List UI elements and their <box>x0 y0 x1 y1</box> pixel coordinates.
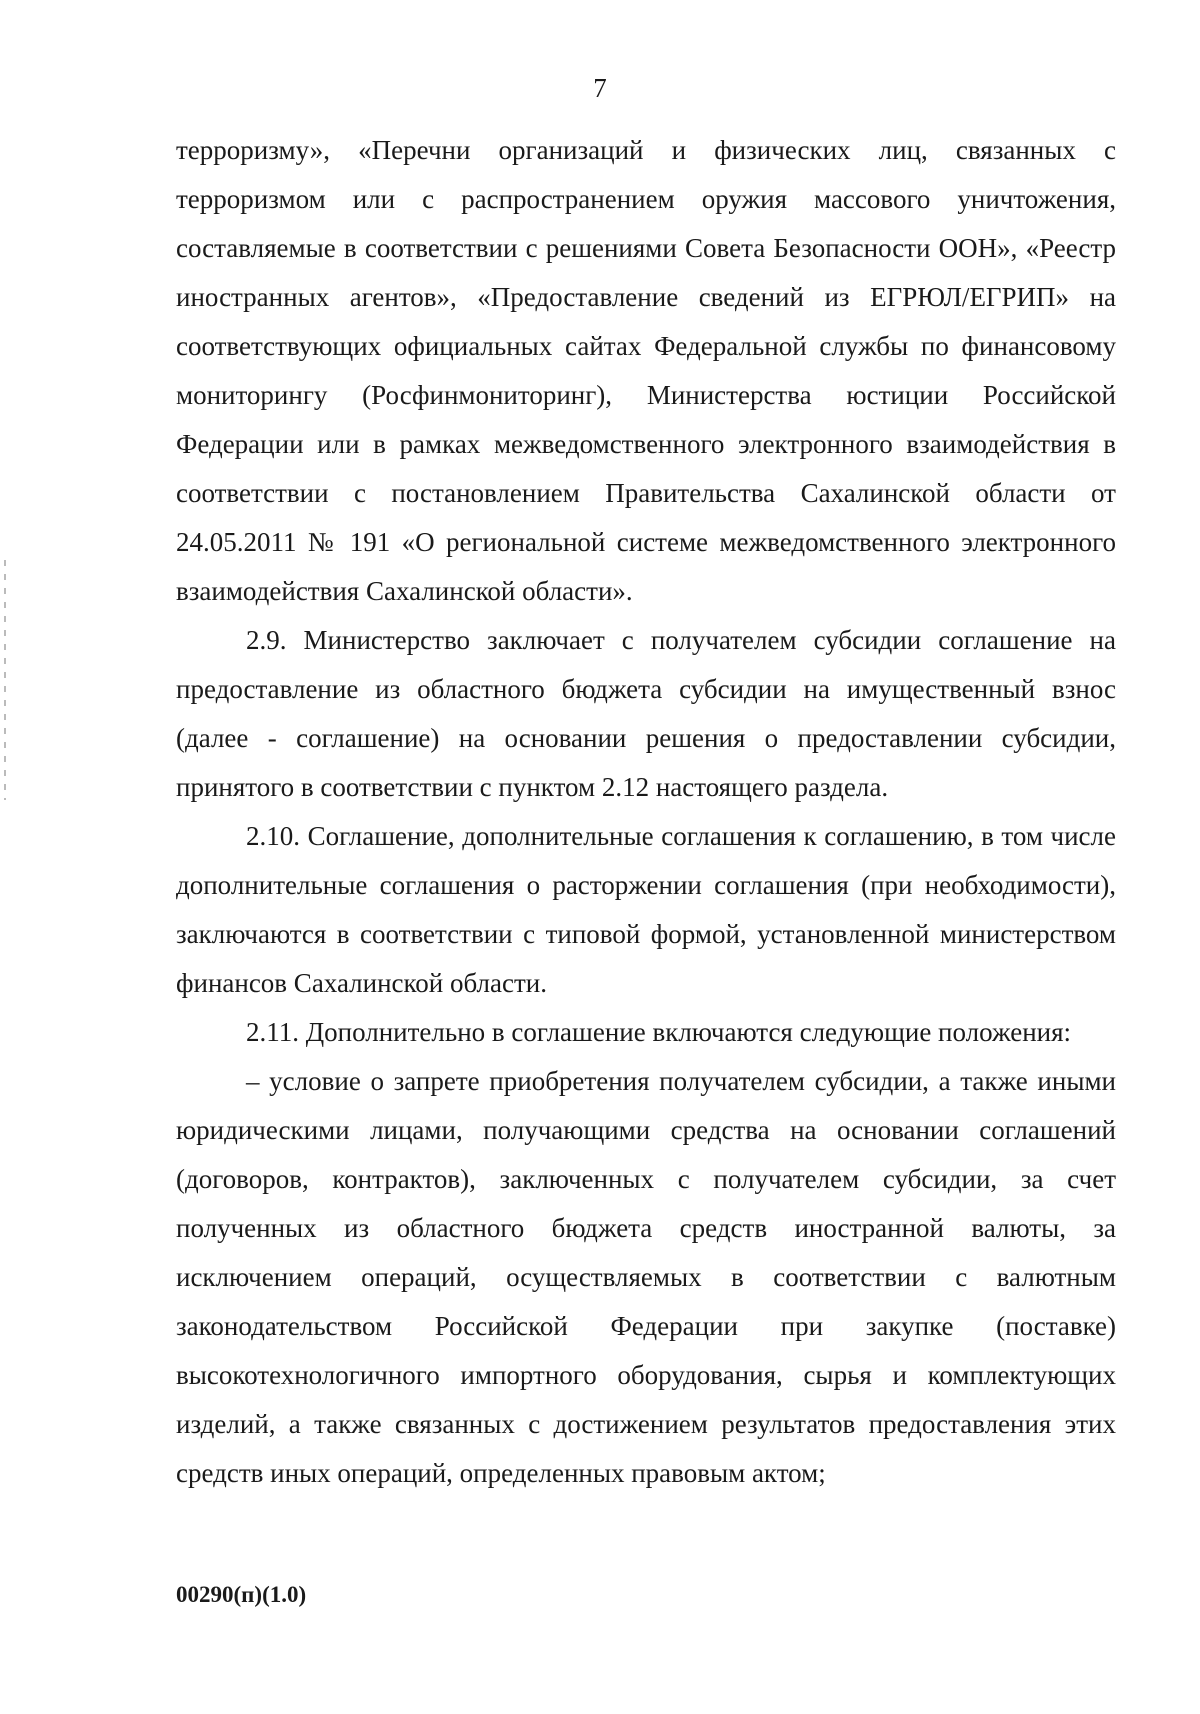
document-body <box>176 126 1116 1498</box>
paragraph-2-9: 2.9. Министерство заключает с получателем субсидии соглашение на предоставление из областного бюджета субсидии на имущественный взнос (далее - соглашение) на основании решения о предоставлении субсидии, принятого в соответствии с пунктом 2.12 настоящего раздела. <box>176 625 1116 802</box>
page-number: 7 <box>593 73 607 103</box>
document-code: 00290(п)(1.0) <box>176 1582 307 1607</box>
paragraph-2-11: 2.11. Дополнительно в соглашение включаются следующие положения: <box>246 1017 1072 1047</box>
paragraph-continuation: терроризму», «Перечни организаций и физических лиц, связанных с терроризмом или с распространением оружия массового уничтожения, составляемые в соответствии с решениями Совета Безопасности ООН», «Реестр иностранных агентов», «Предоставление сведений из ЕГРЮЛ/ЕГРИП» на соответствующих официальных сайтах Федеральной службы по финансовому мониторингу (Росфинмониторинг), Министерства юстиции Российской Федерации или в рамках межведомственного электронного взаимодействия в соответствии с постановлением Правительства Сахалинской области от 24.05.2011 № 191 «О региональной системе межведомственного электронного взаимодействия Сахалинской области». <box>176 135 1116 606</box>
scan-margin-marks <box>4 560 6 800</box>
list-item-dash-1: – условие о запрете приобретения получателем субсидии, а также иными юридическими лицами, получающими средства на основании соглашений (договоров, контрактов), заключенных с получателем субсидии, за счет полученных из областного бюджета средств иностранной валюты, за исключением операций, осуществляемых в соответствии с валютным законодательством Российской Федерации при закупке (поставке) высокотехнологичного импортного оборудования, сырья и комплектующих изделий, а также связанных с достижением результатов предоставления этих средств иных операций, определенных правовым актом; <box>176 1066 1116 1488</box>
paragraph-2-10: 2.10. Соглашение, дополнительные соглашения к соглашению, в том числе дополнительные соглашения о расторжении соглашения (при необходимости), заключаются в соответствии с типовой формой, установленной министерством финансов Сахалинской области. <box>176 821 1116 998</box>
